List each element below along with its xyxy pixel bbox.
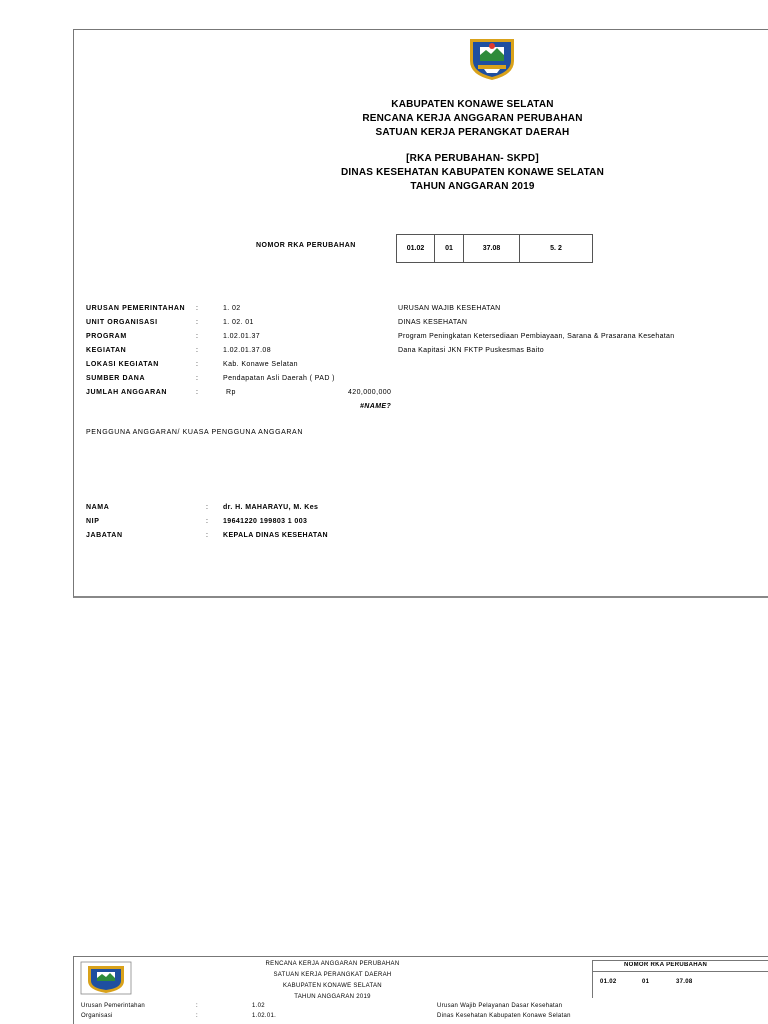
info-row — [86, 346, 726, 356]
jumlah-anggaran-amount: 420,000,000 — [348, 389, 392, 396]
info-colon: : — [196, 305, 198, 312]
p2-row-colon: : — [196, 1003, 198, 1009]
info-value: Pendapatan Asli Daerah ( PAD ) — [223, 375, 335, 382]
info-colon: : — [196, 375, 198, 382]
info-row — [86, 318, 726, 328]
regency-emblem-logo-small — [80, 961, 132, 995]
info-desc: DINAS KESEHATAN — [398, 319, 468, 326]
info-value: 1. 02 — [223, 305, 241, 312]
info-colon: : — [196, 333, 198, 340]
info-value: 1.02.01.37 — [223, 333, 261, 340]
signatory-label: JABATAN — [86, 532, 123, 539]
p2-row-value: 1.02.01. — [252, 1013, 277, 1019]
nomor-code-kegiatan: 37.08 — [464, 235, 520, 262]
p2-row-desc: Dinas Kesehatan Kabupaten Konawe Selatan — [437, 1013, 571, 1019]
signatory-value: dr. H. MAHARAYU, M. Kes — [223, 504, 319, 511]
p2-nomor-code: 01 — [642, 979, 650, 985]
title-skpd: SATUAN KERJA PERANGKAT DAERAH — [375, 127, 570, 138]
info-label: KEGIATAN — [86, 347, 127, 354]
p2-row-label: Organisasi — [81, 1013, 113, 1019]
p2-title-rka: RENCANA KERJA ANGGARAN PERUBAHAN — [265, 961, 400, 967]
info-value: 1.02.01.37.08 — [223, 347, 272, 354]
p2-nomor-code: 01.02 — [600, 979, 617, 985]
info-row — [86, 388, 726, 398]
info-label: PROGRAM — [86, 333, 127, 340]
info-label: LOKASI KEGIATAN — [86, 361, 159, 368]
p2-title-skpd: SATUAN KERJA PERANGKAT DAERAH — [273, 972, 392, 978]
info-row — [86, 360, 726, 370]
info-label: SUMBER DANA — [86, 375, 146, 382]
title-rka-skpd: [RKA PERUBAHAN- SKPD] — [406, 153, 539, 164]
title-dinas: DINAS KESEHATAN KABUPATEN KONAWE SELATAN — [341, 167, 604, 178]
info-row — [86, 332, 715, 342]
info-value: 1. 02. 01 — [223, 319, 254, 326]
p2-nomor-divider — [592, 971, 768, 972]
info-colon: : — [196, 361, 198, 368]
signatory-colon: : — [206, 518, 208, 525]
info-desc: Program Peningkatan Ketersediaan Pembiayaan, Sarana & Prasarana Kesehatan — [398, 333, 675, 340]
signatory-row — [86, 531, 386, 541]
signatory-value: 19641220 199803 1 003 — [223, 518, 308, 525]
signatory-value: KEPALA DINAS KESEHATAN — [223, 532, 328, 539]
signatory-row — [86, 503, 386, 513]
info-colon: : — [196, 347, 198, 354]
nomor-code-belanja: 5. 2 — [550, 245, 562, 252]
info-value: Kab. Konawe Selatan — [223, 361, 298, 368]
nomor-rka-box — [396, 234, 593, 263]
info-label: URUSAN PEMERINTAHAN — [86, 305, 186, 312]
pengguna-anggaran-label: PENGGUNA ANGGARAN/ KUASA PENGGUNA ANGGARAN — [86, 429, 303, 436]
p2-title-tahun: TAHUN ANGGARAN 2019 — [294, 994, 371, 1000]
signatory-label: NAMA — [86, 504, 110, 511]
p2-row-desc: Urusan Wajib Pelayanan Dasar Kesehatan — [437, 1003, 563, 1009]
info-colon: : — [196, 319, 198, 326]
info-row — [86, 304, 726, 314]
info-desc: Dana Kapitasi JKN FKTP Puskesmas Baito — [398, 347, 544, 354]
p2-row-value: 1.02 — [252, 1003, 265, 1009]
title-tahun: TAHUN ANGGARAN 2019 — [410, 181, 535, 192]
info-desc: URUSAN WAJIB KESEHATAN — [398, 305, 501, 312]
name-error-cell: #NAME? — [360, 403, 392, 410]
title-regency: KABUPATEN KONAWE SELATAN — [391, 99, 554, 110]
info-label: UNIT ORGANISASI — [86, 319, 158, 326]
p2-row-colon: : — [196, 1013, 198, 1019]
signatory-row — [86, 517, 386, 527]
info-row — [86, 374, 726, 384]
signatory-label: NIP — [86, 518, 100, 525]
p2-row-label: Urusan Pemerintahan — [81, 1003, 146, 1009]
nomor-rka-label: NOMOR RKA PERUBAHAN — [256, 242, 356, 249]
p2-nomor-label: NOMOR RKA PERUBAHAN — [624, 962, 708, 968]
regency-emblem-logo — [464, 35, 520, 81]
nomor-code-urusan: 01.02 — [397, 235, 435, 262]
title-rka: RENCANA KERJA ANGGARAN PERUBAHAN — [362, 113, 583, 124]
signatory-colon: : — [206, 504, 208, 511]
info-label: JUMLAH ANGGARAN — [86, 389, 168, 396]
nomor-code-unit: 01 — [435, 235, 464, 262]
p2-title-regency: KABUPATEN KONAWE SELATAN — [283, 983, 382, 989]
info-colon: : — [196, 389, 198, 396]
info-value: Rp — [226, 389, 236, 396]
p2-nomor-code: 37.08 — [676, 979, 693, 985]
signatory-colon: : — [206, 532, 208, 539]
